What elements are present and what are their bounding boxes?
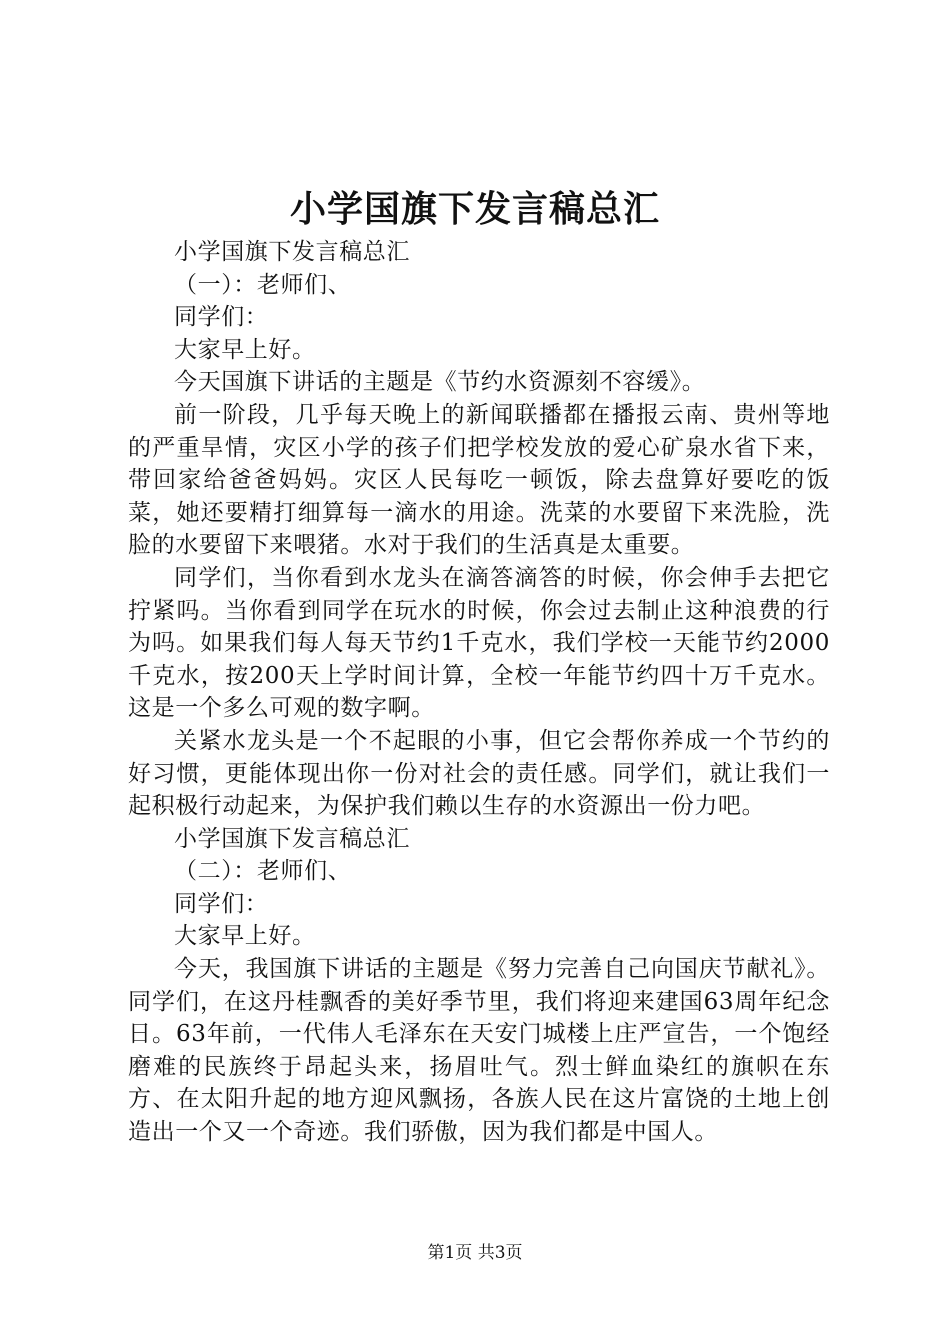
paragraph: （二）：老师们、	[174, 858, 352, 885]
paragraph: 前一阶段，几乎每天晚上的新闻联播都在播报云南、贵州等地的严重旱情，灾区小学的孩子们把学校发放的爱心矿泉水省下来，带回家给爸爸妈妈。灾区人民每吃一顿饭，除去盘算好要吃的饭菜，她还要精打细算每一滴水的用途。洗菜的水要留下来洗脸，洗脸的水要留下来喂猪。水对于我们的生活真是太重要。	[128, 401, 830, 559]
paragraph: 关紧水龙头是一个不起眼的小事，但它会帮你养成一个节约的好习惯，更能体现出你一份对社会的责任感。同学们，就让我们一起积极行动起来，为保护我们赖以生存的水资源出一份力吧。	[128, 727, 830, 820]
paragraph: 同学们：	[174, 304, 269, 331]
document-body	[128, 236, 830, 1149]
paragraph: 今天国旗下讲话的主题是《节约水资源刻不容缓》。	[174, 369, 706, 396]
paragraph: 大家早上好。	[174, 923, 316, 950]
paragraph: 大家早上好。	[174, 336, 316, 363]
paragraph: 同学们，当你看到水龙头在滴答滴答的时候，你会伸手去把它拧紧吗。当你看到同学在玩水的时候，你会过去制止这种浪费的行为吗。如果我们每人每天节约1千克水，我们学校一天能节约2000千克水，按200天上学时间计算，全校一年能节约四十万千克水。这是一个多么可观的数字啊。	[128, 564, 830, 722]
paragraph: 小学国旗下发言稿总汇	[174, 239, 410, 265]
paragraph: （一）：老师们、	[174, 271, 352, 298]
paragraph: 同学们：	[174, 890, 269, 917]
page-title: 小学国旗下发言稿总汇	[289, 188, 660, 230]
paragraph: 今天，我国旗下讲话的主题是《努力完善自己向国庆节献礼》。同学们，在这丹桂飘香的美好季节里，我们将迎来建国63周年纪念日。63年前，一代伟人毛泽东在天安门城楼上庄严宣告，一个饱经磨难的民族终于昂起头来，扬眉吐气。烈士鲜血染红的旗帜在东方、在太阳升起的地方迎风飘扬，各族人民在这片富饶的土地上创造出一个又一个奇迹。我们骄傲，因为我们都是中国人。	[128, 956, 830, 1146]
page-footer: 第1页 共3页	[427, 1243, 523, 1263]
paragraph: 小学国旗下发言稿总汇	[174, 825, 410, 852]
